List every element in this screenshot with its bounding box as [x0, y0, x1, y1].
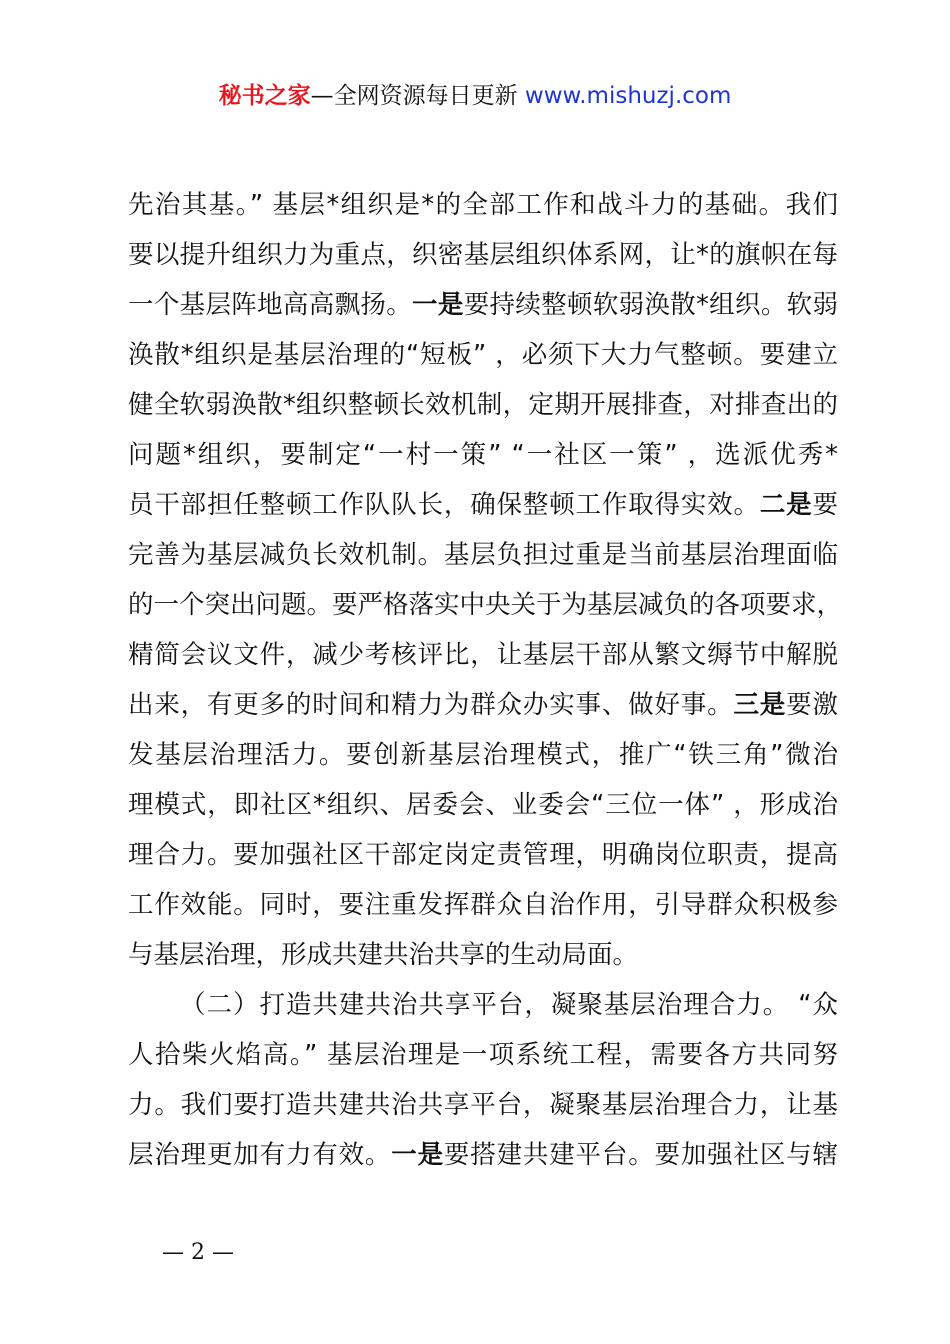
text-line: 要以提升组织力为重点，织密基层组织体系网，让*的旗帜在每 [128, 240, 838, 270]
text-line: 理合力。要加强社区干部定岗定责管理，明确岗位职责，提高 [128, 840, 838, 870]
text-line: 涣散*组织是基层治理的“短板” ，必须下大力气整顿。要建立 [128, 340, 838, 370]
emphasis-label: 二是 [759, 490, 813, 520]
text-run: 要持续整顿软弱涣散*组织。软弱 [463, 290, 838, 320]
text-line: 发基层治理活力。要创新基层治理模式，推广“铁三角”微治 [128, 740, 838, 770]
site-url-link[interactable]: www.mishuzj.com [524, 83, 732, 109]
section-heading-line: （二）打造共建共治共享平台，凝聚基层治理合力。 “众 [180, 990, 838, 1020]
emphasis-label: 一是 [412, 290, 464, 320]
text-line: 完善为基层减负长效机制。基层负担过重是当前基层治理面临 [128, 540, 838, 570]
emphasis-label: 三是 [733, 690, 787, 720]
text-run: 一个基层阵地高高飘扬。 [128, 290, 413, 320]
text-line: 理模式，即社区*组织、居委会、业委会“三位一体” ，形成治 [128, 790, 838, 820]
text-line: 先治其基。” 基层*组织是*的全部工作和战斗力的基础。我们 [128, 190, 838, 220]
text-line [128, 1130, 838, 1180]
text-line: 精简会议文件，减少考核评比，让基层干部从繁文缛节中解脱 [128, 640, 838, 670]
text-run: 层治理更加有力有效。 [128, 1140, 392, 1170]
text-run: 要搭建共建平台。要加强社区与辖 [443, 1140, 838, 1170]
page-number: — 2 — [162, 1240, 234, 1265]
text-run: 要 [812, 490, 838, 520]
site-banner [0, 78, 950, 114]
text-line [128, 680, 838, 730]
text-run: 要激 [786, 690, 838, 720]
text-line: 力。我们要打造共建共治共享平台，凝聚基层治理合力，让基 [128, 1090, 838, 1120]
text-line [128, 480, 838, 530]
text-line: 工作效能。同时，要注重发挥群众自治作用，引导群众积极参 [128, 890, 838, 920]
text-line [128, 280, 838, 330]
brand-name: 秘书之家 [218, 83, 311, 109]
text-line: 健全软弱涣散*组织整顿长效机制，定期开展排查，对排查出的 [128, 390, 838, 420]
text-run: 员干部担任整顿工作队队长，确保整顿工作取得实效。 [128, 490, 760, 520]
emphasis-label: 一是 [391, 1140, 444, 1170]
text-line: 人拾柴火焰高。” 基层治理是一项系统工程，需要各方共同努 [128, 1040, 838, 1070]
document-body [128, 180, 843, 1180]
text-run: 出来，有更多的时间和精力为群众办实事、做好事。 [128, 690, 734, 720]
text-line: 问题*组织，要制定“一村一策” “一社区一策” ，选派优秀* [128, 440, 838, 470]
text-line: 的一个突出问题。要严格落实中央关于为基层减负的各项要求， [128, 590, 843, 620]
paragraph-end-line: 与基层治理，形成共建共治共享的生动局面。 [128, 940, 639, 970]
banner-tagline: —全网资源每日更新 [310, 83, 525, 109]
